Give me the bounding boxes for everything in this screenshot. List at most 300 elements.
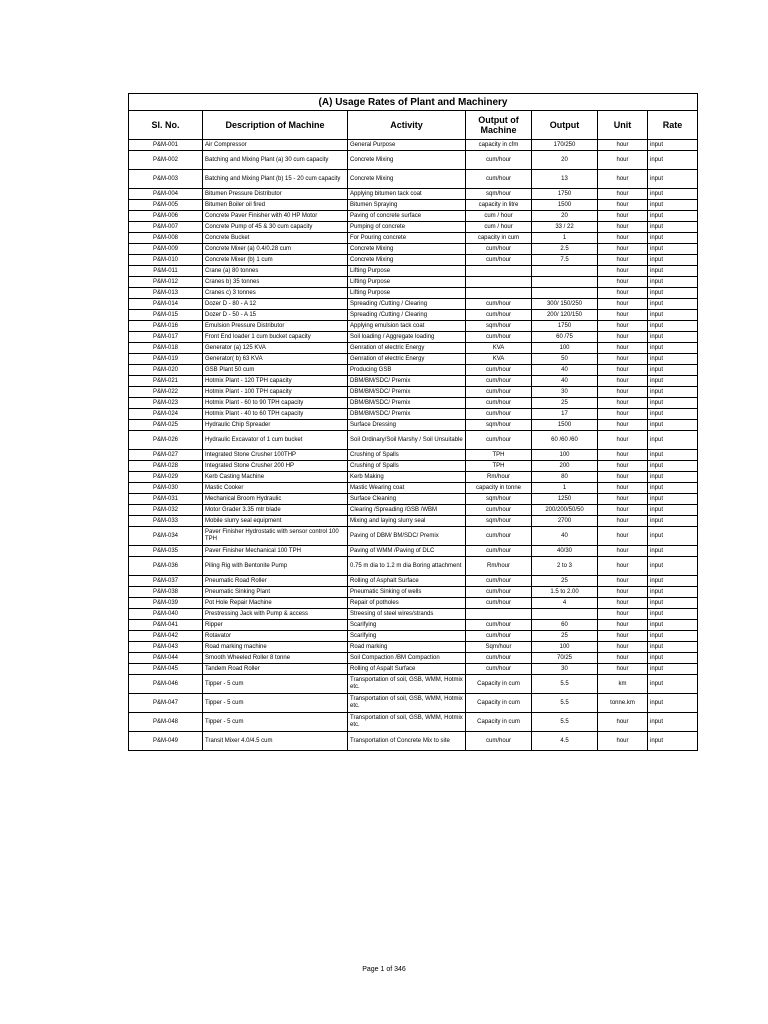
cell-unit: hour	[598, 266, 648, 277]
table-row	[129, 494, 698, 505]
cell-output: 1750	[532, 321, 598, 332]
cell-rate: input	[648, 299, 698, 310]
cell-activity: Applying bitumen tack coat	[348, 189, 466, 200]
cell-rate: input	[648, 598, 698, 609]
cell-description: Rotavator	[203, 631, 348, 642]
cell-sl-no: P&M-040	[129, 609, 203, 620]
cell-rate: input	[648, 365, 698, 376]
cell-output-of-machine: cum/hour	[466, 431, 532, 450]
table-row	[129, 222, 698, 233]
cell-description: Ripper	[203, 620, 348, 631]
table-row	[129, 516, 698, 527]
table-row	[129, 431, 698, 450]
table-row	[129, 576, 698, 587]
cell-description: GSB Plant 50 cum	[203, 365, 348, 376]
cell-output: 2.5	[532, 244, 598, 255]
cell-unit: hour	[598, 151, 648, 170]
table-row	[129, 483, 698, 494]
cell-output: 33 / 22	[532, 222, 598, 233]
cell-unit: hour	[598, 557, 648, 576]
table-row	[129, 461, 698, 472]
cell-rate: input	[648, 151, 698, 170]
table-row	[129, 244, 698, 255]
cell-description: Paver Finisher Mechanical 100 TPH	[203, 546, 348, 557]
cell-output: 40/30	[532, 546, 598, 557]
cell-output: 60 /60 /60	[532, 431, 598, 450]
cell-sl-no: P&M-039	[129, 598, 203, 609]
cell-output: 40	[532, 376, 598, 387]
cell-sl-no: P&M-021	[129, 376, 203, 387]
cell-activity: Crushing of Spalls	[348, 450, 466, 461]
cell-sl-no: P&M-038	[129, 587, 203, 598]
header-row	[129, 111, 698, 140]
cell-sl-no: P&M-049	[129, 732, 203, 751]
cell-rate: input	[648, 732, 698, 751]
cell-rate: input	[648, 472, 698, 483]
cell-output-of-machine: cum/hour	[466, 255, 532, 266]
cell-description: Concrete Pump of 45 & 30 cum capacity	[203, 222, 348, 233]
cell-output-of-machine: cum/hour	[466, 527, 532, 546]
cell-sl-no: P&M-022	[129, 387, 203, 398]
table-row	[129, 332, 698, 343]
cell-output: 7.5	[532, 255, 598, 266]
cell-unit: hour	[598, 255, 648, 266]
cell-output: 100	[532, 642, 598, 653]
cell-unit: hour	[598, 277, 648, 288]
cell-rate: input	[648, 343, 698, 354]
table-row	[129, 732, 698, 751]
cell-rate: input	[648, 266, 698, 277]
cell-activity: Spreading /Cutting / Clearing	[348, 299, 466, 310]
cell-description: Bitumen Boiler oil fired	[203, 200, 348, 211]
cell-output: 5.5	[532, 675, 598, 694]
cell-rate: input	[648, 694, 698, 713]
cell-unit: hour	[598, 664, 648, 675]
cell-rate: input	[648, 354, 698, 365]
cell-sl-no: P&M-028	[129, 461, 203, 472]
cell-unit: hour	[598, 527, 648, 546]
cell-output: 5.5	[532, 713, 598, 732]
cell-unit: hour	[598, 244, 648, 255]
cell-unit: hour	[598, 631, 648, 642]
cell-output: 1	[532, 483, 598, 494]
cell-unit: hour	[598, 365, 648, 376]
cell-activity: General Purpose	[348, 140, 466, 151]
cell-output-of-machine: Sqm/hour	[466, 642, 532, 653]
cell-output-of-machine: cum / hour	[466, 222, 532, 233]
cell-sl-no: P&M-047	[129, 694, 203, 713]
cell-rate: input	[648, 642, 698, 653]
col-header-sl-no: Sl. No.	[129, 111, 203, 140]
cell-activity: Lifting Purpose	[348, 266, 466, 277]
cell-sl-no: P&M-033	[129, 516, 203, 527]
cell-output: 60	[532, 620, 598, 631]
cell-sl-no: P&M-012	[129, 277, 203, 288]
cell-output-of-machine: cum/hour	[466, 664, 532, 675]
table-row	[129, 713, 698, 732]
cell-description: Generator (a) 125 KVA	[203, 343, 348, 354]
cell-unit: hour	[598, 299, 648, 310]
cell-sl-no: P&M-019	[129, 354, 203, 365]
cell-output: 200/200/50/50	[532, 505, 598, 516]
cell-description: Bitumen Pressure Distributor	[203, 189, 348, 200]
cell-unit: hour	[598, 598, 648, 609]
cell-sl-no: P&M-006	[129, 211, 203, 222]
cell-rate: input	[648, 233, 698, 244]
cell-description: Generator( b) 63 KVA	[203, 354, 348, 365]
cell-activity: Repair of potholes	[348, 598, 466, 609]
cell-rate: input	[648, 398, 698, 409]
cell-output-of-machine: capacity in litre	[466, 200, 532, 211]
cell-description: Pot Hole Repair Machine	[203, 598, 348, 609]
cell-description: Integrated Stone Crusher 200 HP	[203, 461, 348, 472]
cell-unit: hour	[598, 505, 648, 516]
cell-description: Hotmix Plant - 60 to 90 TPH capacity	[203, 398, 348, 409]
cell-description: Concrete Mixer (b) 1 cum	[203, 255, 348, 266]
cell-unit: hour	[598, 170, 648, 189]
cell-activity: Scarifying	[348, 631, 466, 642]
table-row	[129, 505, 698, 516]
cell-sl-no: P&M-030	[129, 483, 203, 494]
table-row	[129, 620, 698, 631]
cell-activity: 0.75 m dia to 1.2 m dia Boring attachment	[348, 557, 466, 576]
cell-output: 25	[532, 576, 598, 587]
col-header-description: Description of Machine	[203, 111, 348, 140]
table-row	[129, 694, 698, 713]
cell-unit: hour	[598, 354, 648, 365]
cell-description: Piling Rig with Bentonite Pump	[203, 557, 348, 576]
cell-sl-no: P&M-010	[129, 255, 203, 266]
cell-unit: hour	[598, 409, 648, 420]
cell-description: Hotmix Plant - 100 TPH capacity	[203, 387, 348, 398]
cell-unit: hour	[598, 609, 648, 620]
cell-activity: Transportation of Concrete Mix to site	[348, 732, 466, 751]
cell-activity: Clearing /Spreading /GSB /WBM	[348, 505, 466, 516]
cell-output: 17	[532, 409, 598, 420]
cell-activity: Kerb Making	[348, 472, 466, 483]
table-row	[129, 527, 698, 546]
table-row	[129, 664, 698, 675]
cell-rate: input	[648, 140, 698, 151]
cell-description: Cranes b) 35 tonnes	[203, 277, 348, 288]
table-row	[129, 598, 698, 609]
cell-unit: tonne.km	[598, 694, 648, 713]
cell-sl-no: P&M-017	[129, 332, 203, 343]
cell-output-of-machine: cum / hour	[466, 211, 532, 222]
cell-output-of-machine: sqm/hour	[466, 420, 532, 431]
cell-unit: hour	[598, 420, 648, 431]
cell-sl-no: P&M-004	[129, 189, 203, 200]
cell-unit: hour	[598, 288, 648, 299]
cell-rate: input	[648, 288, 698, 299]
cell-unit: hour	[598, 310, 648, 321]
cell-output: 1750	[532, 189, 598, 200]
cell-unit: hour	[598, 233, 648, 244]
cell-output-of-machine: TPH	[466, 450, 532, 461]
cell-output-of-machine	[466, 266, 532, 277]
cell-unit: hour	[598, 450, 648, 461]
cell-description: Dozer D - 50 - A 15	[203, 310, 348, 321]
cell-description: Hotmix Plant - 40 to 60 TPH capacity	[203, 409, 348, 420]
cell-output	[532, 277, 598, 288]
cell-sl-no: P&M-002	[129, 151, 203, 170]
cell-description: Crane (a) 80 tonnes	[203, 266, 348, 277]
cell-sl-no: P&M-009	[129, 244, 203, 255]
cell-description: Prestressing Jack with Pump & access	[203, 609, 348, 620]
cell-unit: km	[598, 675, 648, 694]
cell-output: 60 /75	[532, 332, 598, 343]
page-footer: Page 1 of 346	[362, 966, 406, 973]
cell-output-of-machine: sqm/hour	[466, 321, 532, 332]
rates-sheet	[128, 93, 697, 751]
cell-description: Pneumatic Sinking Plant	[203, 587, 348, 598]
cell-output-of-machine: cum/hour	[466, 505, 532, 516]
cell-output-of-machine: cum/hour	[466, 620, 532, 631]
cell-activity: Spreading /Cutting / Clearing	[348, 310, 466, 321]
cell-rate: input	[648, 546, 698, 557]
cell-activity: Road marking	[348, 642, 466, 653]
cell-unit: hour	[598, 653, 648, 664]
cell-rate: input	[648, 450, 698, 461]
cell-output: 25	[532, 398, 598, 409]
cell-unit: hour	[598, 431, 648, 450]
cell-description: Batching and Mixing Plant (b) 15 - 20 cum capacity	[203, 170, 348, 189]
cell-unit: hour	[598, 321, 648, 332]
cell-output: 80	[532, 472, 598, 483]
cell-sl-no: P&M-048	[129, 713, 203, 732]
cell-sl-no: P&M-005	[129, 200, 203, 211]
cell-rate: input	[648, 170, 698, 189]
cell-output-of-machine: cum/hour	[466, 332, 532, 343]
cell-output-of-machine: Capacity in cum	[466, 675, 532, 694]
cell-output	[532, 609, 598, 620]
cell-unit: hour	[598, 387, 648, 398]
cell-activity: Scarifying	[348, 620, 466, 631]
cell-output-of-machine: sqm/hour	[466, 494, 532, 505]
cell-description: Pneumatic Road Roller	[203, 576, 348, 587]
cell-description: Integrated Stone Crusher 100THP	[203, 450, 348, 461]
cell-rate: input	[648, 653, 698, 664]
table-row	[129, 200, 698, 211]
cell-description: Paver Finisher Hydrostatic with sensor control 100 TPH	[203, 527, 348, 546]
cell-output-of-machine: cum/hour	[466, 546, 532, 557]
cell-sl-no: P&M-046	[129, 675, 203, 694]
cell-output: 100	[532, 343, 598, 354]
table-row	[129, 266, 698, 277]
cell-description: Hydraulic Excavator of 1 cum bucket	[203, 431, 348, 450]
cell-rate: input	[648, 211, 698, 222]
cell-sl-no: P&M-026	[129, 431, 203, 450]
cell-output: 1500	[532, 420, 598, 431]
table-title: (A) Usage Rates of Plant and Machinery	[129, 94, 698, 111]
cell-sl-no: P&M-003	[129, 170, 203, 189]
cell-activity: Crushing of Spalls	[348, 461, 466, 472]
cell-description: Road marking machine	[203, 642, 348, 653]
cell-sl-no: P&M-011	[129, 266, 203, 277]
cell-description: Concrete Mixer (a) 0.4/0.28 cum	[203, 244, 348, 255]
cell-sl-no: P&M-015	[129, 310, 203, 321]
cell-description: Mobile slurry seal equipment	[203, 516, 348, 527]
table-row	[129, 653, 698, 664]
cell-output: 2700	[532, 516, 598, 527]
table-row	[129, 299, 698, 310]
cell-output-of-machine: cum/hour	[466, 170, 532, 189]
cell-activity: DBM/BM/SDC/ Premix	[348, 376, 466, 387]
cell-activity: Paving of WMM /Paving of DLC	[348, 546, 466, 557]
cell-output: 5.5	[532, 694, 598, 713]
cell-unit: hour	[598, 494, 648, 505]
cell-unit: hour	[598, 343, 648, 354]
cell-activity: For Pouring concrete	[348, 233, 466, 244]
cell-rate: input	[648, 527, 698, 546]
cell-activity: Genration of electric Energy	[348, 354, 466, 365]
cell-description: Dozer D - 80 - A 12	[203, 299, 348, 310]
cell-activity: DBM/BM/SDC/ Premix	[348, 409, 466, 420]
cell-output-of-machine: capacity in cfm	[466, 140, 532, 151]
cell-output: 30	[532, 387, 598, 398]
cell-activity: Rolling of Aspalt Surface	[348, 664, 466, 675]
col-header-unit: Unit	[598, 111, 648, 140]
table-row	[129, 642, 698, 653]
cell-description: Tipper - 5 cum	[203, 713, 348, 732]
cell-description: Emulsion Pressure Distributor	[203, 321, 348, 332]
cell-output	[532, 266, 598, 277]
cell-activity: Pumping of concrete	[348, 222, 466, 233]
table-row	[129, 277, 698, 288]
cell-sl-no: P&M-020	[129, 365, 203, 376]
cell-activity: Rolling of Asphalt Surface	[348, 576, 466, 587]
cell-activity: Transportation of soil, GSB, WMM, Hotmix etc.	[348, 713, 466, 732]
cell-output: 1	[532, 233, 598, 244]
cell-rate: input	[648, 576, 698, 587]
cell-output: 4	[532, 598, 598, 609]
cell-output-of-machine: cum/hour	[466, 409, 532, 420]
cell-description: Tipper - 5 cum	[203, 675, 348, 694]
cell-rate: input	[648, 713, 698, 732]
cell-description: Tandem Road Roller	[203, 664, 348, 675]
cell-rate: input	[648, 631, 698, 642]
cell-rate: input	[648, 255, 698, 266]
cell-activity: Concrete Mixing	[348, 244, 466, 255]
cell-rate: input	[648, 277, 698, 288]
cell-output-of-machine: cum/hour	[466, 587, 532, 598]
cell-rate: input	[648, 675, 698, 694]
cell-activity: Lifting Purpose	[348, 277, 466, 288]
cell-output: 13	[532, 170, 598, 189]
cell-activity: Paving of concrete surface	[348, 211, 466, 222]
cell-unit: hour	[598, 546, 648, 557]
table-row	[129, 409, 698, 420]
cell-output-of-machine: Capacity in cum	[466, 713, 532, 732]
cell-output-of-machine	[466, 609, 532, 620]
table-row	[129, 472, 698, 483]
col-header-output-of-machine: Output of Machine	[466, 111, 532, 140]
cell-activity: Soil Ordinary/Soil Marshy / Soil Unsuitable	[348, 431, 466, 450]
table-row	[129, 376, 698, 387]
col-header-activity: Activity	[348, 111, 466, 140]
usage-rates-table	[128, 93, 698, 751]
table-row	[129, 609, 698, 620]
cell-description: Cranes c) 3 tonnes	[203, 288, 348, 299]
cell-sl-no: P&M-007	[129, 222, 203, 233]
cell-output-of-machine: Capacity in cum	[466, 694, 532, 713]
table-row	[129, 398, 698, 409]
table-row	[129, 557, 698, 576]
cell-rate: input	[648, 587, 698, 598]
cell-unit: hour	[598, 732, 648, 751]
cell-output: 25	[532, 631, 598, 642]
cell-rate: input	[648, 387, 698, 398]
cell-rate: input	[648, 609, 698, 620]
cell-sl-no: P&M-037	[129, 576, 203, 587]
cell-unit: hour	[598, 620, 648, 631]
cell-sl-no: P&M-014	[129, 299, 203, 310]
cell-output: 1250	[532, 494, 598, 505]
cell-unit: hour	[598, 189, 648, 200]
cell-sl-no: P&M-036	[129, 557, 203, 576]
cell-activity: Bitumen Spraying	[348, 200, 466, 211]
cell-unit: hour	[598, 200, 648, 211]
cell-unit: hour	[598, 472, 648, 483]
table-row	[129, 321, 698, 332]
cell-description: Hotmix Plant - 120 TPH capacity	[203, 376, 348, 387]
table-row	[129, 170, 698, 189]
cell-description: Concrete Paver Finisher with 40 HP Motor	[203, 211, 348, 222]
cell-rate: input	[648, 494, 698, 505]
cell-output: 2 to 3	[532, 557, 598, 576]
cell-activity: Soil Compaction /BM Compaction	[348, 653, 466, 664]
cell-description: Mechanical Broom Hydraulic	[203, 494, 348, 505]
table-row	[129, 255, 698, 266]
cell-rate: input	[648, 376, 698, 387]
cell-rate: input	[648, 505, 698, 516]
cell-output-of-machine: capacity in cum	[466, 233, 532, 244]
cell-rate: input	[648, 222, 698, 233]
table-row	[129, 189, 698, 200]
cell-description: Mastic Cooker	[203, 483, 348, 494]
cell-rate: input	[648, 200, 698, 211]
cell-output-of-machine	[466, 288, 532, 299]
table-row	[129, 546, 698, 557]
cell-output-of-machine: sqm/hour	[466, 516, 532, 527]
cell-output: 40	[532, 365, 598, 376]
cell-output-of-machine: KVA	[466, 343, 532, 354]
cell-sl-no: P&M-034	[129, 527, 203, 546]
cell-unit: hour	[598, 376, 648, 387]
cell-output: 70/25	[532, 653, 598, 664]
cell-rate: input	[648, 431, 698, 450]
table-row	[129, 631, 698, 642]
cell-description: Hydraulic Chip Spreader	[203, 420, 348, 431]
table-row	[129, 310, 698, 321]
cell-sl-no: P&M-001	[129, 140, 203, 151]
cell-sl-no: P&M-024	[129, 409, 203, 420]
table-row	[129, 587, 698, 598]
cell-activity: Transportation of soil, GSB, WMM, Hotmix etc.	[348, 694, 466, 713]
cell-activity: Concrete Mixing	[348, 151, 466, 170]
cell-output-of-machine: cum/hour	[466, 653, 532, 664]
cell-output-of-machine: cum/hour	[466, 387, 532, 398]
cell-sl-no: P&M-018	[129, 343, 203, 354]
cell-unit: hour	[598, 211, 648, 222]
cell-output-of-machine	[466, 277, 532, 288]
table-row	[129, 233, 698, 244]
cell-description: Batching and Mixing Plant (a) 30 cum capacity	[203, 151, 348, 170]
cell-activity: Soil loading / Aggregate loading	[348, 332, 466, 343]
cell-output	[532, 288, 598, 299]
cell-sl-no: P&M-023	[129, 398, 203, 409]
cell-rate: input	[648, 420, 698, 431]
